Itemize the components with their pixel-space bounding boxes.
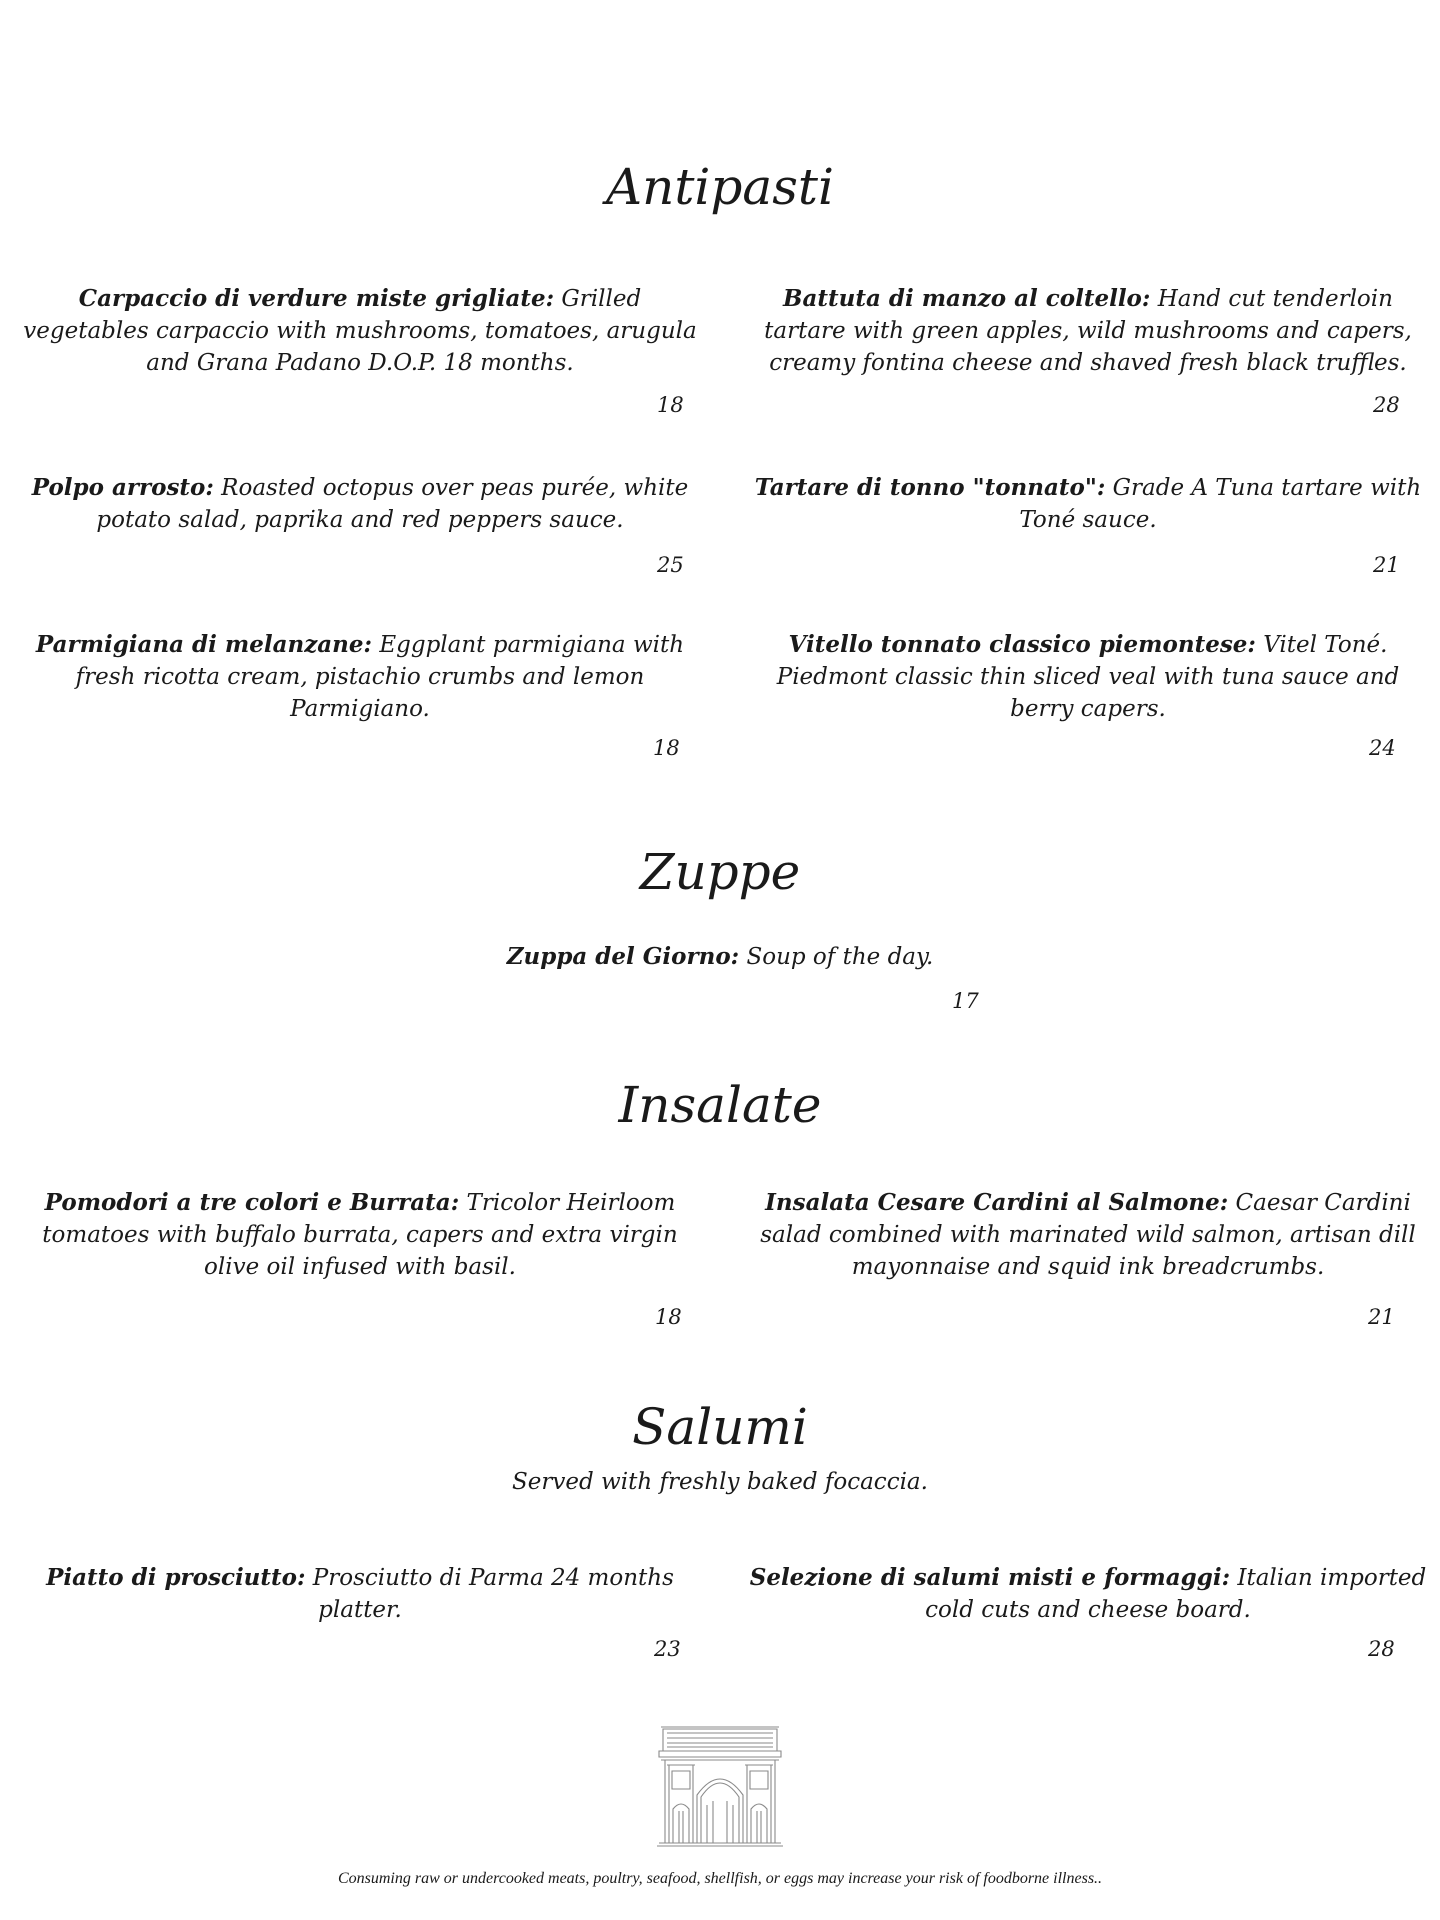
item-price: 18 [655,1305,682,1329]
item-name: Vitello tonnato classico piemontese: [788,631,1256,658]
item-description: Soup of the day. [739,944,934,970]
item-price: 23 [654,1637,681,1661]
disclaimer: Consuming raw or undercooked meats, poultry, seafood, shellfish, or eggs may increase your risk of foodborne illness.. [337,1870,1103,1887]
menu-item [748,1562,1428,1626]
section-title-salumi: Salumi [632,1398,808,1456]
item-description: Italian imported cold cuts and cheese board. [925,1565,1427,1623]
item-name: Tartare di tonno "tonnato": [754,474,1106,501]
menu-item [748,629,1428,725]
item-description: Vitel Toné. Piedmont classic thin sliced veal with tuna sauce and berry capers. [776,632,1400,722]
menu-item [748,283,1428,379]
menu-item [748,472,1428,536]
item-description: Tricolor Heirloom tomatoes with buffalo burrata, capers and extra virgin olive oil infused with basil. [42,1190,678,1280]
menu-item [20,472,700,536]
item-description: Caesar Cardini salad combined with marinated wild salmon, artisan dill mayonnaise and squid ink breadcrumbs. [760,1190,1416,1280]
menu-item [380,941,1060,973]
section-subtitle-salumi: Served with freshly baked focaccia. [512,1469,928,1495]
menu-item [20,1187,700,1283]
item-name: Carpaccio di verdure miste grigliate: [78,285,555,312]
item-description: Roasted octopus over peas purée, white potato salad, paprika and red peppers sauce. [96,475,689,533]
item-name: Battuta di manzo al coltello: [783,285,1151,312]
menu-item [748,1187,1428,1283]
item-price: 18 [657,393,684,417]
item-description: Grilled vegetables carpaccio with mushrooms, tomatoes, arugula and Grana Padano D.O.P. 18 months. [23,286,697,376]
item-name: Polpo arrosto: [31,474,214,501]
item-price: 25 [657,553,684,577]
item-price: 21 [1373,553,1400,577]
section-title-zuppe: Zuppe [639,843,801,901]
section-title-insalate: Insalate [618,1076,822,1134]
item-name: Selezione di salumi misti e formaggi: [749,1564,1231,1591]
item-price: 21 [1368,1305,1395,1329]
item-description: Prosciutto di Parma 24 months platter. [305,1565,674,1623]
item-name: Pomodori a tre colori e Burrata: [44,1189,460,1216]
item-price: 28 [1368,1637,1395,1661]
menu-item [20,1562,700,1626]
item-price: 17 [952,989,979,1013]
item-name: Insalata Cesare Cardini al Salmone: [765,1189,1229,1216]
item-description: Grade A Tuna tartare with Toné sauce. [1019,475,1422,533]
item-description: Hand cut tenderloin tartare with green apples, wild mushrooms and capers, creamy fontina cheese and shaved fresh black truffles. [764,286,1412,376]
item-price: 24 [1369,736,1396,760]
menu-item [20,283,700,379]
item-price: 18 [653,736,680,760]
section-title-antipasti: Antipasti [606,158,834,216]
item-name: Parmigiana di melanzane: [35,631,373,658]
item-price: 28 [1373,393,1400,417]
triumphal-arch-icon [657,1725,783,1847]
item-name: Zuppa del Giorno: [506,943,740,970]
item-description: Eggplant parmigiana with fresh ricotta cream, pistachio crumbs and lemon Parmigiano. [75,632,685,722]
item-name: Piatto di prosciutto: [46,1564,306,1591]
menu-item [20,629,700,725]
